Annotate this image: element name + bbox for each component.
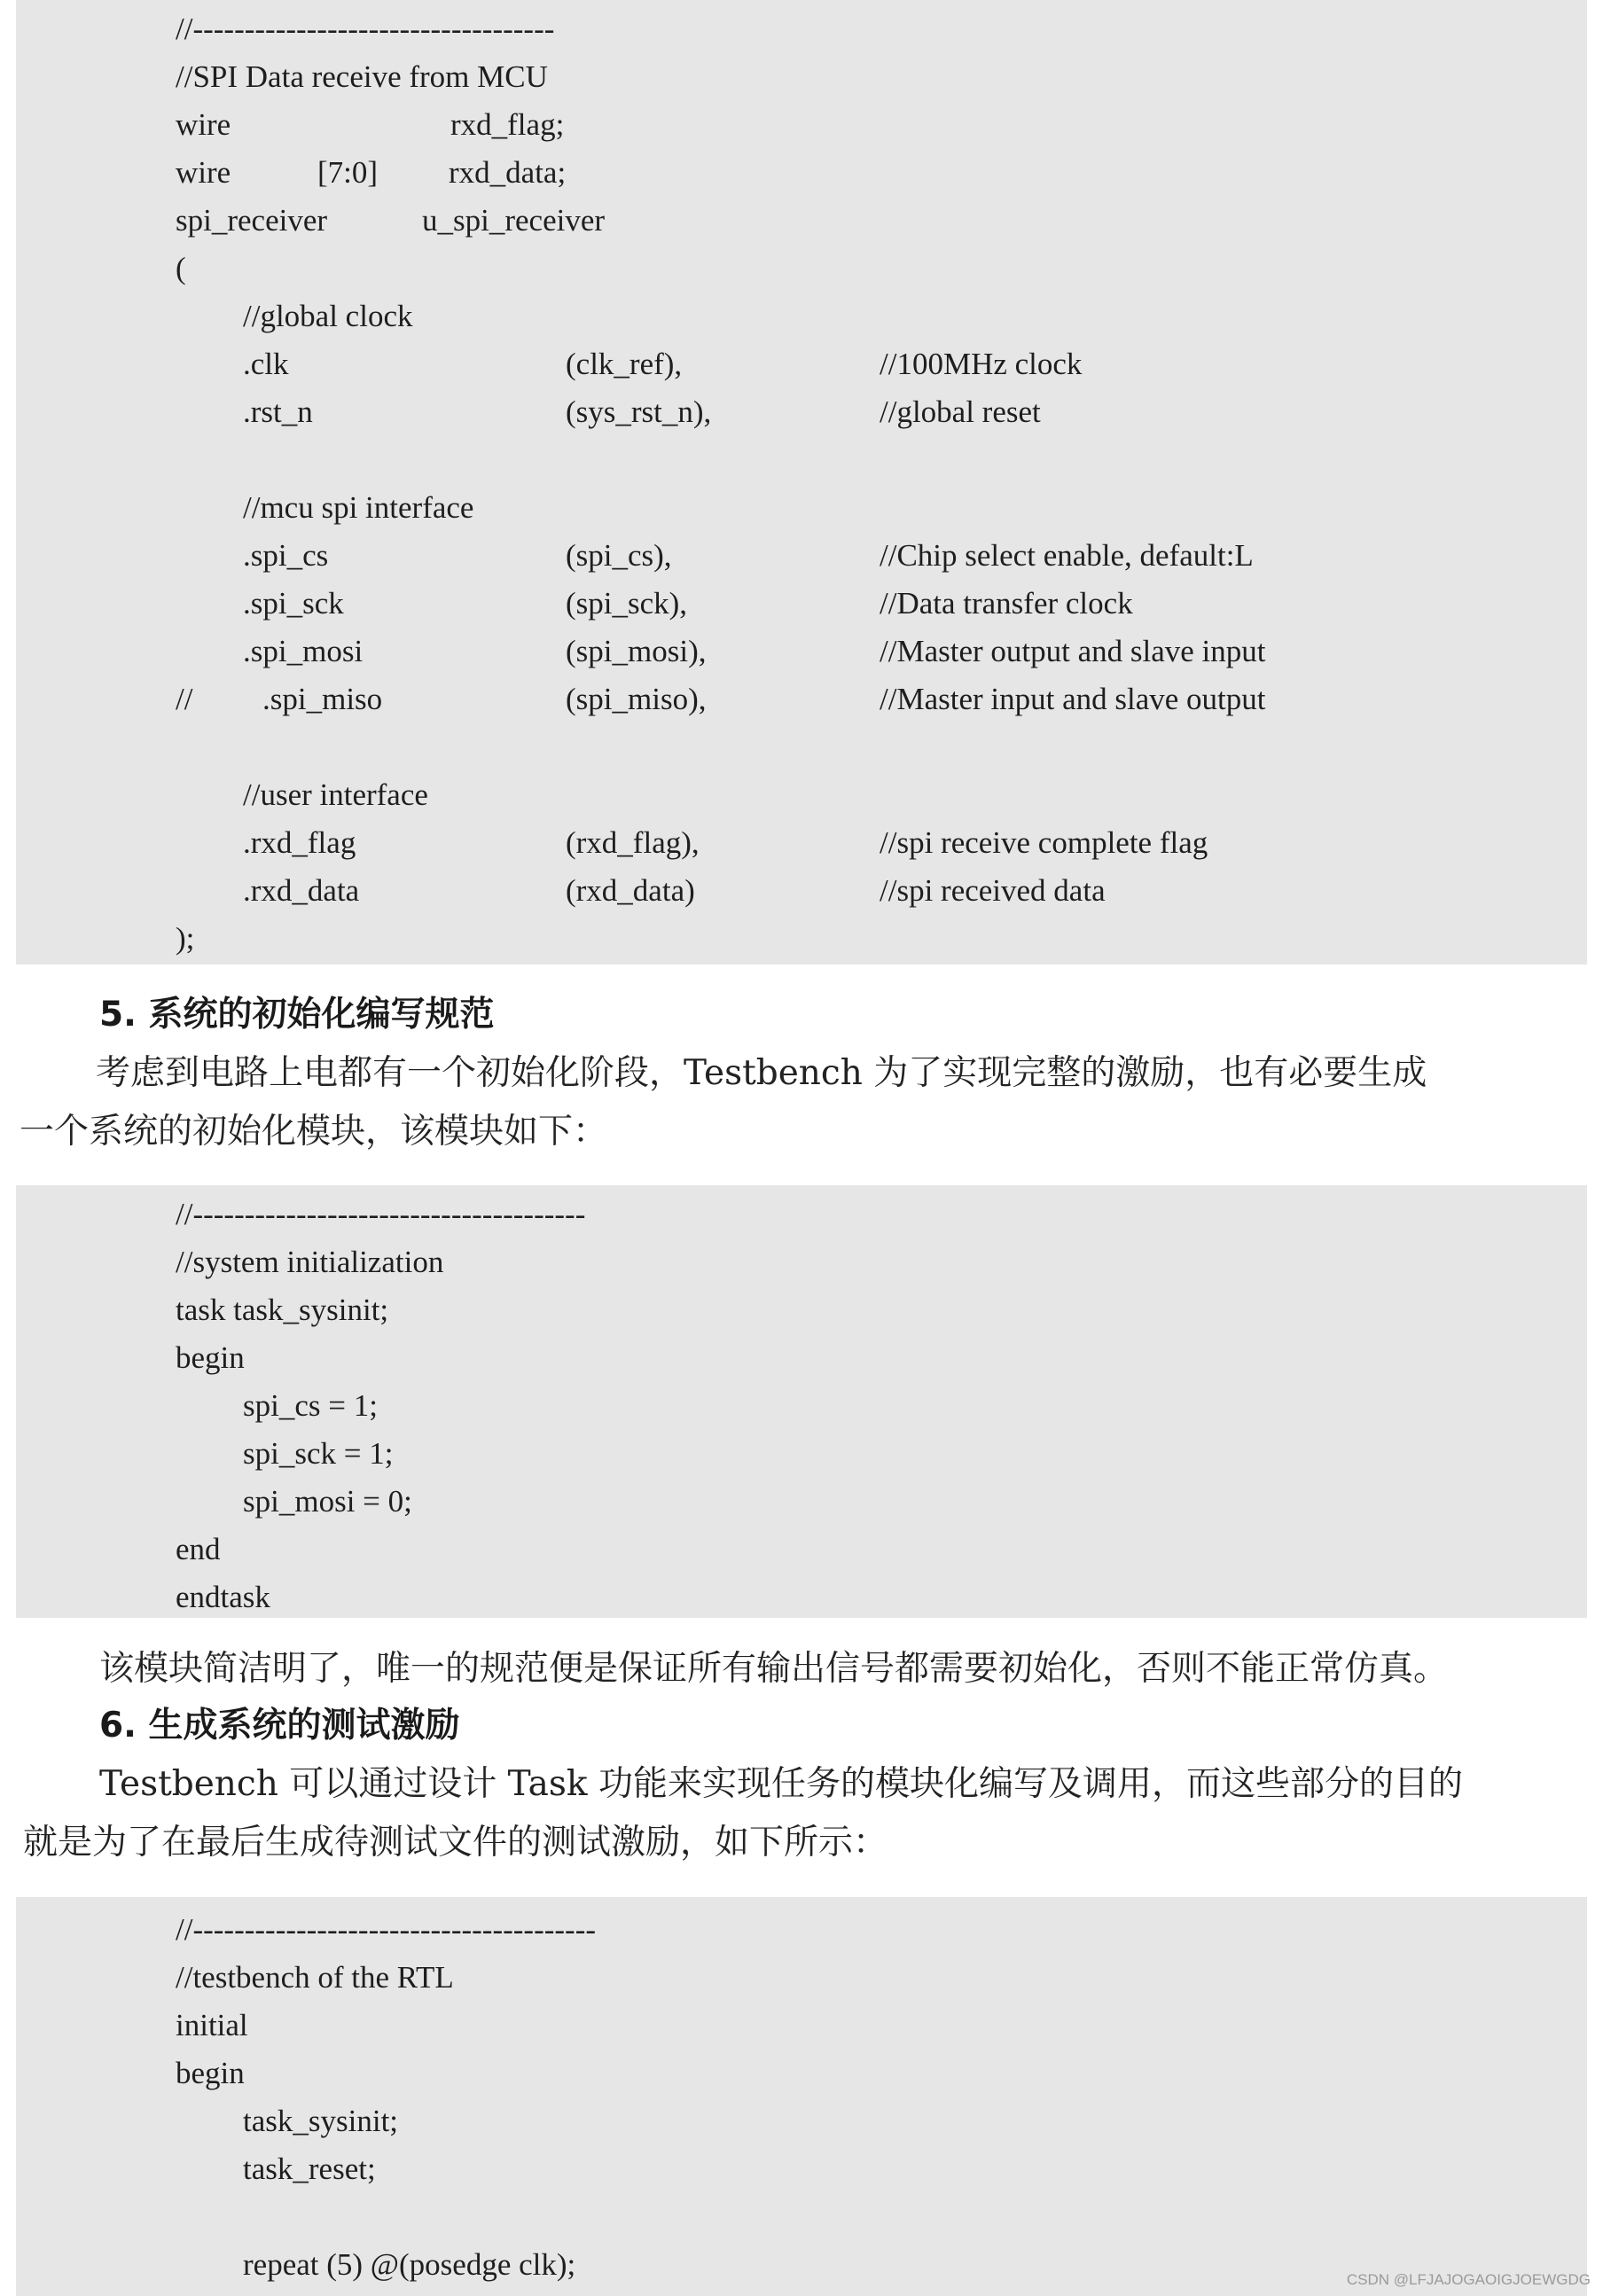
port-comment: //Chip select enable, default:L	[880, 538, 1254, 573]
code-comment: //testbench of the RTL	[176, 1960, 454, 1995]
code-instance-name: u_spi_receiver	[422, 203, 606, 238]
code-line	[16, 1334, 1587, 1382]
code-line	[16, 484, 1587, 532]
code-line	[16, 771, 1587, 819]
code-line	[16, 1526, 1587, 1574]
code-block-testbench	[16, 1897, 1587, 2296]
code-line	[16, 819, 1587, 867]
code-line	[16, 340, 1587, 388]
code-statement: repeat (5) @(posedge clk);	[243, 2247, 576, 2282]
port-comment: //Data transfer clock	[880, 586, 1133, 621]
port-name: .rst_n	[243, 394, 313, 429]
port-signal: (sys_rst_n),	[566, 394, 712, 429]
code-line	[16, 101, 1587, 149]
port-signal: (spi_mosi),	[566, 634, 707, 668]
code-line	[16, 580, 1587, 628]
code-line	[16, 628, 1587, 676]
code-line	[16, 1382, 1587, 1430]
code-paren: );	[176, 921, 195, 956]
code-line	[16, 2050, 1587, 2097]
port-signal: (spi_cs),	[566, 538, 672, 573]
code-separator: //--------------------------------------	[176, 1197, 586, 1231]
port-comment: //100MHz clock	[880, 347, 1083, 381]
code-keyword: end	[176, 1532, 221, 1566]
code-line	[16, 1430, 1587, 1478]
port-name: .rxd_data	[243, 873, 360, 908]
code-paren: (	[176, 251, 186, 285]
code-line	[16, 867, 1587, 915]
code-line	[16, 53, 1587, 101]
code-line	[16, 1238, 1587, 1286]
code-line	[16, 149, 1587, 197]
code-statement: task task_sysinit;	[176, 1292, 389, 1327]
code-keyword: begin	[176, 1340, 245, 1375]
code-line	[16, 1191, 1587, 1238]
port-comment: //Master output and slave input	[880, 634, 1266, 668]
code-module-name: spi_receiver	[176, 203, 328, 238]
code-line	[16, 1954, 1587, 2002]
code-line	[16, 1574, 1587, 1621]
code-line	[16, 915, 1587, 963]
port-name: .rxd_flag	[243, 825, 356, 860]
section-heading: 6. 生成系统的测试激励	[99, 1706, 460, 1745]
code-statement: task_reset;	[243, 2152, 376, 2186]
paragraph-line: 一个系统的初始化模块，该模块如下：	[20, 1112, 608, 1152]
port-signal: (spi_miso),	[566, 682, 707, 716]
port-comment: //spi received data	[880, 873, 1106, 908]
code-range: [7:0]	[317, 155, 379, 190]
port-signal: (spi_sck),	[566, 586, 688, 621]
paragraph-line: 考虑到电路上电都有一个初始化阶段，Testbench 为了实现完整的激励，也有必要生成	[96, 1053, 1427, 1093]
code-line	[16, 1906, 1587, 1954]
code-line	[16, 245, 1587, 293]
paragraph-line: Testbench 可以通过设计 Task 功能来实现任务的模块化编写及调用，而这些部分的目的	[99, 1764, 1463, 1804]
code-comment: //global clock	[243, 299, 413, 333]
paragraph-line: 就是为了在最后生成待测试文件的测试激励，如下所示：	[23, 1823, 888, 1863]
code-line	[16, 532, 1587, 580]
section-heading: 5. 系统的初始化编写规范	[99, 995, 495, 1035]
code-line	[16, 293, 1587, 340]
comment-prefix: //	[176, 682, 193, 716]
port-comment: //global reset	[880, 394, 1041, 429]
port-name: .spi_mosi	[243, 634, 364, 668]
code-separator: //---------------------------------------	[176, 1912, 597, 1947]
port-name: .spi_cs	[243, 538, 329, 573]
code-block-sysinit	[16, 1185, 1587, 1618]
port-signal: (rxd_data)	[566, 873, 695, 908]
code-statement: spi_cs = 1;	[243, 1388, 378, 1423]
code-comment: //mcu spi interface	[243, 490, 474, 525]
port-comment: //Master input and slave output	[880, 682, 1266, 716]
code-comment: //system initialization	[176, 1245, 444, 1279]
port-signal: (rxd_flag),	[566, 825, 700, 860]
paragraph-note: 该模块简洁明了，唯一的规范便是保证所有输出信号都需要初始化，否则不能正常仿真。	[99, 1649, 1449, 1689]
code-separator: //-----------------------------------	[176, 12, 555, 46]
code-comment: //SPI Data receive from MCU	[176, 59, 548, 94]
code-line	[16, 676, 1587, 723]
code-statement: spi_sck = 1;	[243, 1436, 394, 1471]
code-keyword: initial	[176, 2008, 248, 2042]
code-line	[16, 5, 1587, 53]
code-identifier: rxd_flag;	[450, 107, 565, 142]
code-statement: task_sysinit;	[243, 2104, 399, 2138]
code-line	[16, 1286, 1587, 1334]
port-signal: (clk_ref),	[566, 347, 683, 381]
port-name: .clk	[243, 347, 289, 381]
code-identifier: rxd_data;	[449, 155, 567, 190]
code-line	[16, 388, 1587, 436]
code-statement: spi_mosi = 0;	[243, 1484, 412, 1519]
port-comment: //spi receive complete flag	[880, 825, 1208, 860]
code-line	[16, 197, 1587, 245]
code-block-spi-receiver	[16, 0, 1587, 964]
code-keyword: wire	[176, 155, 231, 190]
port-name: .spi_miso	[262, 682, 383, 716]
code-keyword: wire	[176, 107, 231, 142]
code-keyword: endtask	[176, 1580, 270, 1614]
code-keyword: begin	[176, 2056, 245, 2090]
code-comment: //user interface	[243, 777, 428, 812]
code-line	[16, 1478, 1587, 1526]
code-line	[16, 2097, 1587, 2145]
code-line	[16, 2002, 1587, 2050]
code-line	[16, 2145, 1587, 2193]
watermark: CSDN @LFJAJOGAOIGJOEWGDG	[1346, 2271, 1591, 2288]
port-name: .spi_sck	[243, 586, 344, 621]
